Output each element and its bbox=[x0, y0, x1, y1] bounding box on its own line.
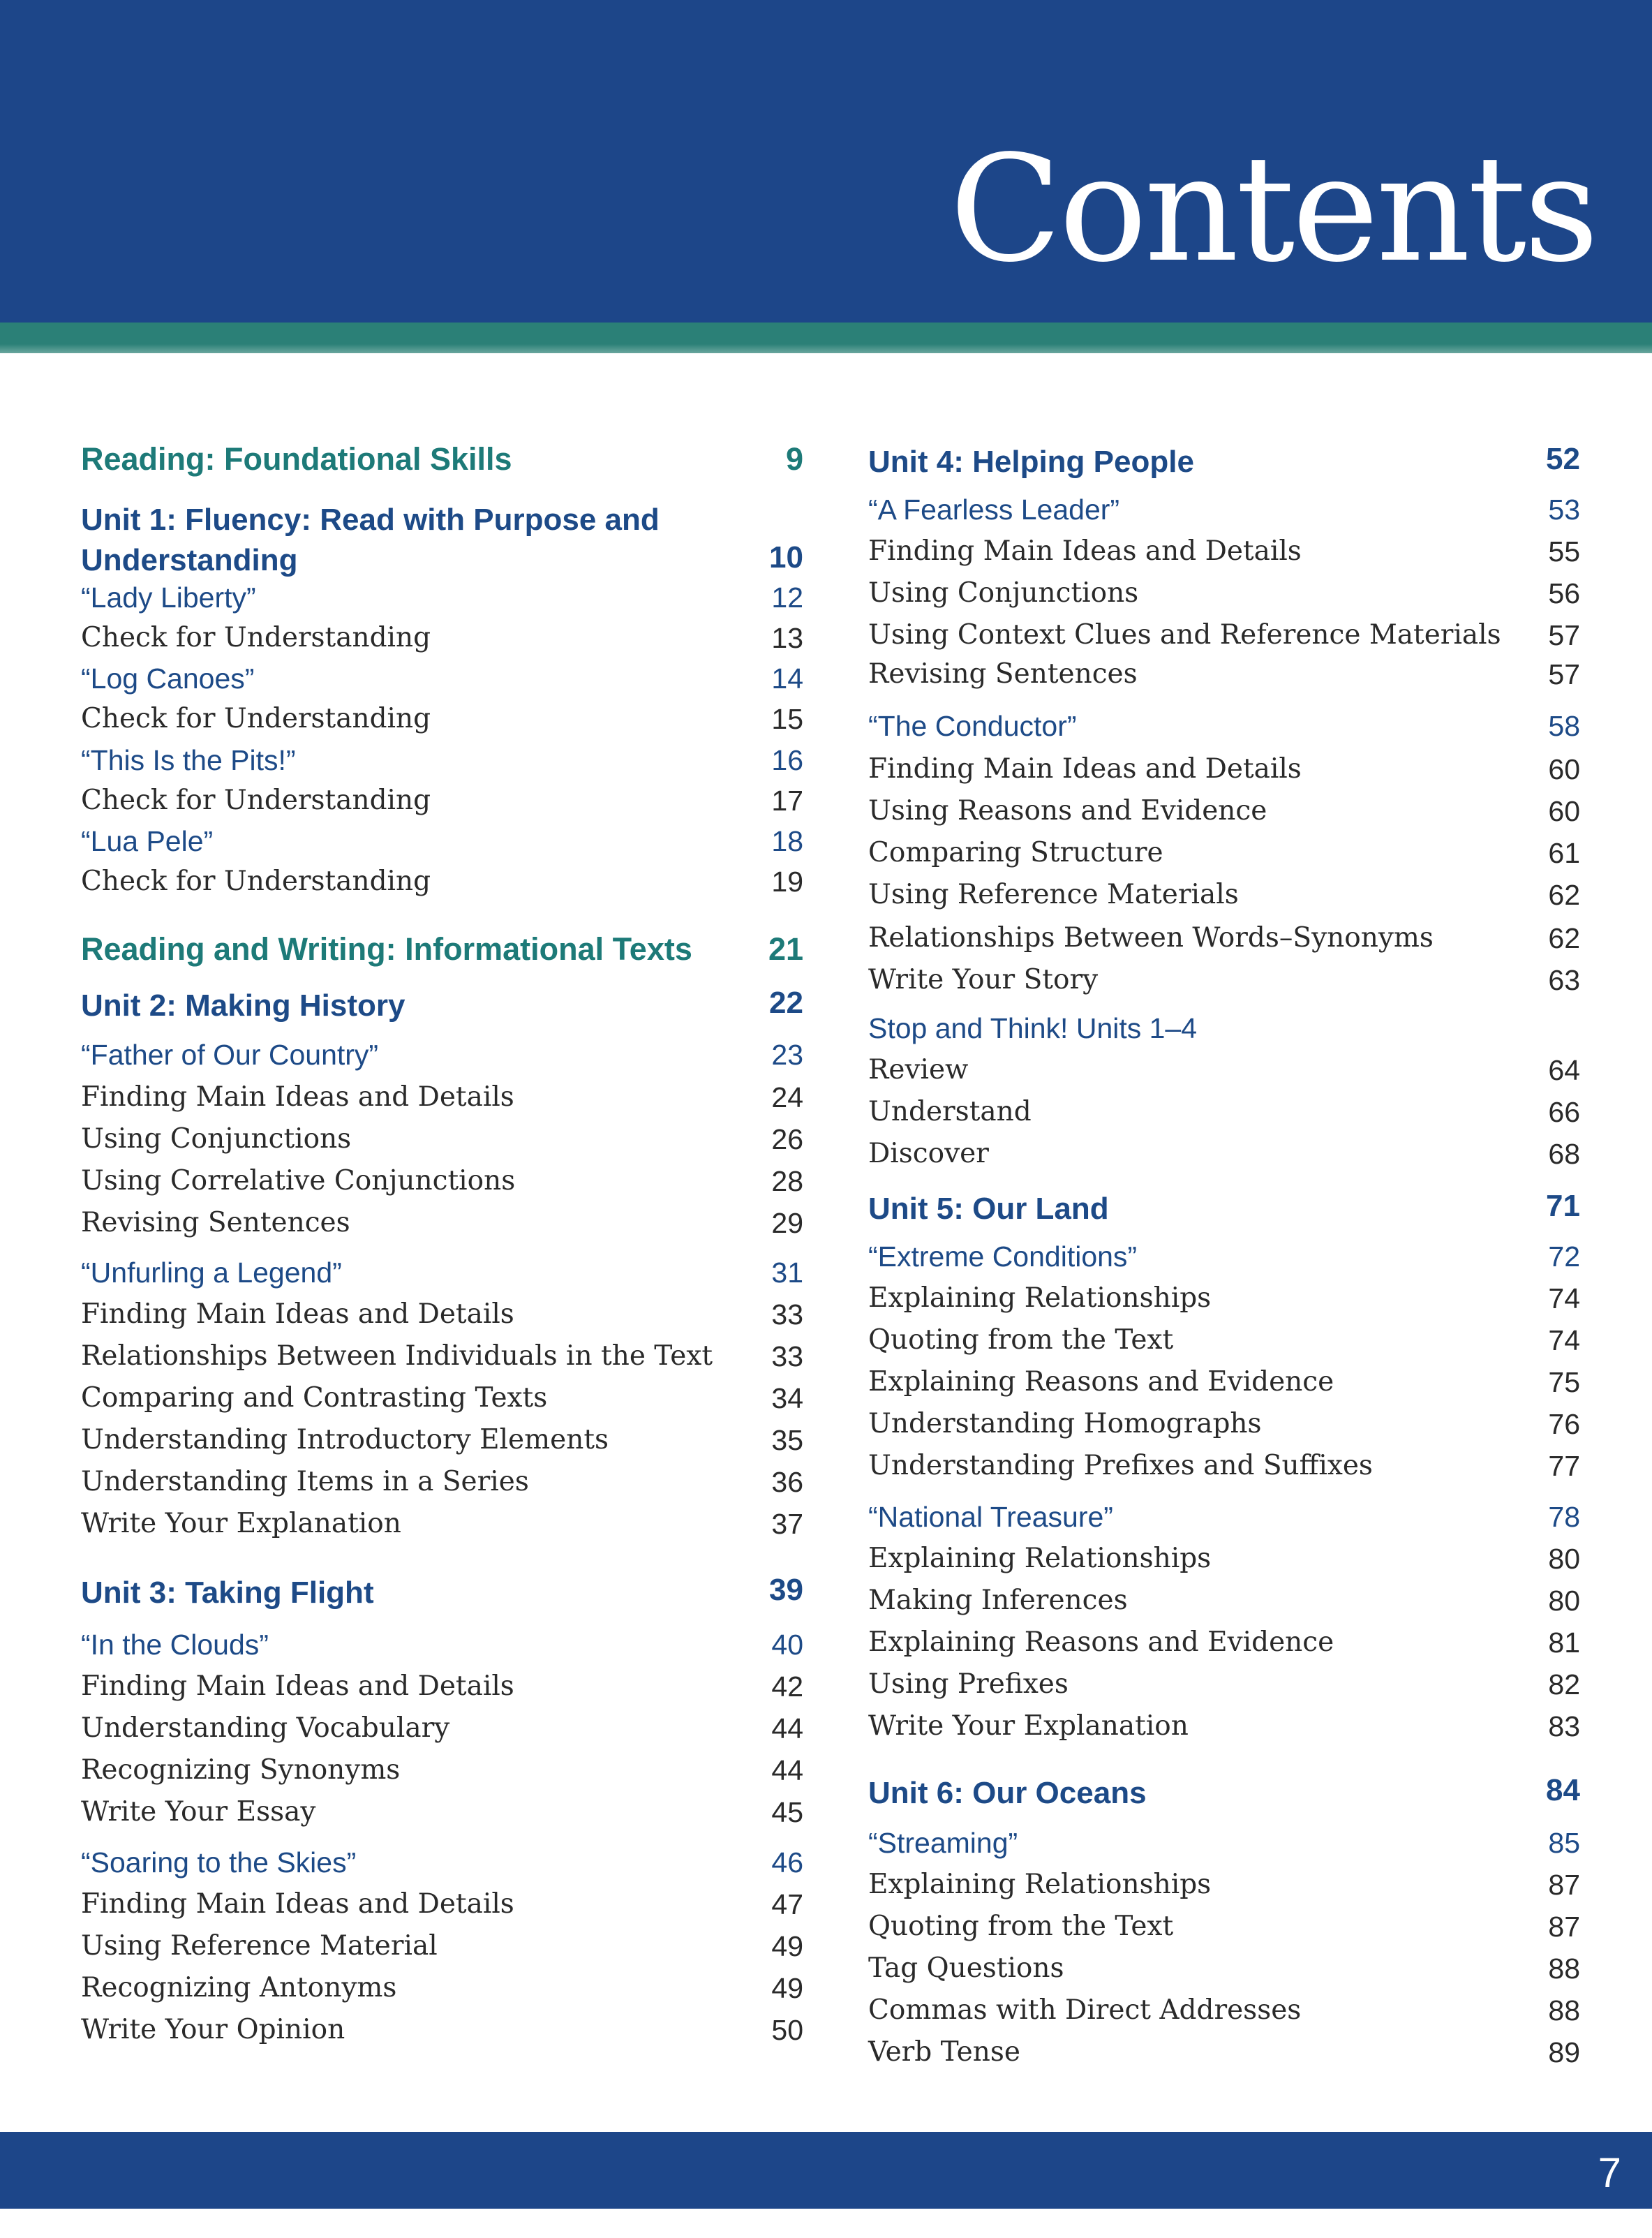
toc-entry-title: Using Prefixes bbox=[868, 1668, 1069, 1700]
toc-entry-title: Understanding Introductory Elements bbox=[81, 1424, 609, 1455]
toc-entry-page: 12 bbox=[771, 581, 803, 614]
toc-entry-page: 60 bbox=[1548, 753, 1580, 785]
toc-entry-page: 72 bbox=[1548, 1240, 1580, 1273]
toc-entry-title: Tag Questions bbox=[868, 1952, 1064, 1984]
toc-entry-page: 14 bbox=[771, 662, 803, 695]
toc-entry-page: 31 bbox=[771, 1257, 803, 1289]
toc-entry-title: Stop and Think! Units 1–4 bbox=[868, 1012, 1198, 1044]
toc-entry-page: 62 bbox=[1548, 879, 1580, 911]
toc-entry-page: 26 bbox=[771, 1123, 803, 1155]
toc-entry-page: 88 bbox=[1548, 1994, 1580, 2026]
toc-entry-page: 74 bbox=[1548, 1282, 1580, 1314]
toc-entry-page: 62 bbox=[1548, 922, 1580, 954]
toc-entry-title: “Father of Our Country” bbox=[81, 1039, 379, 1071]
toc-entry-page: 42 bbox=[771, 1670, 803, 1703]
toc-entry-title: “Log Canoes” bbox=[81, 662, 255, 695]
toc-entry-title: Reading and Writing: Informational Texts bbox=[81, 931, 692, 967]
toc-entry-page: 19 bbox=[771, 866, 803, 898]
toc-entry-page: 81 bbox=[1548, 1626, 1580, 1659]
toc-entry-page: 49 bbox=[771, 1972, 803, 2004]
toc-entry-page: 83 bbox=[1548, 1710, 1580, 1742]
toc-entry-page: 46 bbox=[771, 1846, 803, 1878]
toc-entry-title: “Streaming” bbox=[868, 1827, 1018, 1859]
toc-entry-title: Check for Understanding bbox=[81, 785, 431, 816]
toc-entry-title: Quoting from the Text bbox=[868, 1324, 1174, 1356]
toc-entry-title: Comparing and Contrasting Texts bbox=[81, 1382, 548, 1414]
toc-entry-page: 52 bbox=[1546, 442, 1580, 476]
toc-entry-page: 53 bbox=[1548, 494, 1580, 526]
toc-entry-page: 50 bbox=[771, 2014, 803, 2046]
toc-entry-page: 45 bbox=[771, 1796, 803, 1828]
toc-entry-title: Finding Main Ideas and Details bbox=[868, 753, 1302, 785]
toc-entry-title: Unit 4: Helping People bbox=[868, 445, 1194, 479]
toc-entry-page: 44 bbox=[771, 1712, 803, 1744]
toc-entry-title: Understanding Vocabulary bbox=[81, 1712, 450, 1744]
toc-entry-title: Write Your Explanation bbox=[868, 1710, 1189, 1742]
toc-entry-page: 29 bbox=[771, 1207, 803, 1239]
toc-entry-page: 66 bbox=[1548, 1096, 1580, 1128]
toc-entry-page: 89 bbox=[1548, 2036, 1580, 2068]
toc-entry-title: Write Your Explanation bbox=[81, 1508, 401, 1539]
toc-entry-page: 33 bbox=[771, 1340, 803, 1372]
toc-entry-title: “Lady Liberty” bbox=[81, 581, 256, 614]
toc-entry-title: Making Inferences bbox=[868, 1585, 1128, 1616]
toc-entry-page: 60 bbox=[1548, 795, 1580, 827]
toc-entry-title: Check for Understanding bbox=[81, 703, 431, 734]
toc-entry-page: 49 bbox=[771, 1930, 803, 1962]
toc-entry-title: Unit 2: Making History bbox=[81, 988, 405, 1023]
toc-entry-page: 36 bbox=[771, 1466, 803, 1498]
toc-entry-page: 84 bbox=[1546, 1773, 1580, 1807]
toc-entry-title: Relationships Between Individuals in the Text bbox=[81, 1340, 713, 1372]
toc-entry-title: Using Reference Material bbox=[81, 1930, 438, 1962]
toc-entry-page: 28 bbox=[771, 1165, 803, 1197]
toc-entry-page: 22 bbox=[769, 986, 803, 1020]
toc-entry-page: 10 bbox=[769, 540, 803, 575]
toc-entry-title: Finding Main Ideas and Details bbox=[81, 1670, 514, 1702]
toc-entry-page: 17 bbox=[771, 785, 803, 817]
toc-entry-title: Write Your Opinion bbox=[81, 2014, 345, 2045]
toc-entry-title: “This Is the Pits!” bbox=[81, 744, 296, 776]
toc-entry-page: 82 bbox=[1548, 1668, 1580, 1700]
toc-entry-title: Quoting from the Text bbox=[868, 1911, 1174, 1942]
toc-entry-title: Check for Understanding bbox=[81, 866, 431, 897]
toc-entry-page: 71 bbox=[1546, 1189, 1580, 1223]
toc-entry-page: 13 bbox=[771, 622, 803, 654]
toc-entry-page: 34 bbox=[771, 1382, 803, 1414]
page-number: 7 bbox=[1598, 2149, 1621, 2196]
toc-entry-title: Finding Main Ideas and Details bbox=[868, 535, 1302, 567]
toc-entry-page: 80 bbox=[1548, 1585, 1580, 1617]
toc-entry-page: 64 bbox=[1548, 1054, 1580, 1086]
toc-entry-page: 57 bbox=[1548, 658, 1580, 690]
toc-entry-page: 15 bbox=[771, 703, 803, 735]
toc-entry-page: 37 bbox=[771, 1508, 803, 1540]
toc-entry-page: 85 bbox=[1548, 1827, 1580, 1859]
toc-entry-title: Explaining Relationships bbox=[868, 1282, 1212, 1314]
toc-entry-page: 47 bbox=[771, 1888, 803, 1920]
toc-entry-title: Understanding Homographs bbox=[868, 1408, 1262, 1439]
toc-entry-page: 56 bbox=[1548, 577, 1580, 609]
toc-entry-title: Explaining Relationships bbox=[868, 1543, 1212, 1574]
toc-entry-title: Check for Understanding bbox=[81, 622, 431, 653]
toc-entry-title: Understanding Items in a Series bbox=[81, 1466, 529, 1497]
toc-entry-page: 57 bbox=[1548, 619, 1580, 651]
toc-entry-page: 80 bbox=[1548, 1543, 1580, 1575]
toc-entry-title: “Unfurling a Legend” bbox=[81, 1257, 342, 1289]
toc-entry-title: Understanding Prefixes and Suffixes bbox=[868, 1450, 1373, 1481]
toc-entry-title: Revising Sentences bbox=[81, 1207, 350, 1238]
toc-entry-title: Commas with Direct Addresses bbox=[868, 1994, 1302, 2026]
toc-entry-title: Using Context Clues and Reference Materials bbox=[868, 619, 1501, 651]
toc-entry-title: Verb Tense bbox=[868, 2036, 1020, 2068]
toc-entry-page: 33 bbox=[771, 1298, 803, 1331]
toc-entry-page: 44 bbox=[771, 1754, 803, 1786]
toc-entry-title: Explaining Reasons and Evidence bbox=[868, 1626, 1334, 1658]
toc-entry-title: Unit 3: Taking Flight bbox=[81, 1576, 374, 1610]
toc-entry-title: Explaining Relationships bbox=[868, 1869, 1212, 1900]
toc-entry-title: Using Correlative Conjunctions bbox=[81, 1165, 516, 1196]
footer-band bbox=[0, 2132, 1652, 2209]
toc-entry-page: 68 bbox=[1548, 1138, 1580, 1170]
toc-entry-page: 40 bbox=[771, 1629, 803, 1661]
toc-entry-title: Relationships Between Words–Synonyms bbox=[868, 922, 1434, 954]
toc-entry-page: 35 bbox=[771, 1424, 803, 1456]
toc-entry-page: 74 bbox=[1548, 1324, 1580, 1356]
toc-entry-title: Recognizing Synonyms bbox=[81, 1754, 401, 1786]
toc-entry-title: Finding Main Ideas and Details bbox=[81, 1298, 514, 1330]
toc-entry-title: “A Fearless Leader” bbox=[868, 494, 1120, 526]
toc-entry-title: Revising Sentences bbox=[868, 658, 1138, 690]
toc-entry-page: 76 bbox=[1548, 1408, 1580, 1440]
toc-entry-title: Comparing Structure bbox=[868, 837, 1163, 868]
toc-entry-page: 87 bbox=[1548, 1911, 1580, 1943]
toc-entry-title: Using Conjunctions bbox=[81, 1123, 352, 1155]
toc-entry-page: 58 bbox=[1548, 710, 1580, 742]
toc-entry-page: 78 bbox=[1548, 1501, 1580, 1533]
toc-entry-title: Write Your Story bbox=[868, 964, 1099, 995]
toc-entry-title: “Lua Pele” bbox=[81, 825, 214, 857]
toc-entry-title: Reading: Foundational Skills bbox=[81, 441, 512, 477]
toc-entry-title: “In the Clouds” bbox=[81, 1629, 269, 1661]
toc-entry-page: 61 bbox=[1548, 837, 1580, 869]
toc-entry-page: 39 bbox=[769, 1573, 803, 1607]
toc-entry-title: “The Conductor” bbox=[868, 710, 1077, 742]
toc-entry-page: 21 bbox=[768, 931, 803, 967]
toc-entry-page: 9 bbox=[785, 441, 803, 477]
toc-entry-title: Using Conjunctions bbox=[868, 577, 1139, 609]
toc-entry-page: 88 bbox=[1548, 1952, 1580, 1985]
toc-entry-title: Using Reference Materials bbox=[868, 879, 1239, 910]
toc-entry-title: Discover bbox=[868, 1138, 989, 1169]
toc-entry-title: Explaining Reasons and Evidence bbox=[868, 1366, 1334, 1398]
toc-entry-title: Review bbox=[868, 1054, 969, 1085]
toc-entry-title: Unit 6: Our Oceans bbox=[868, 1776, 1147, 1810]
toc-entry-title: “Extreme Conditions” bbox=[868, 1240, 1138, 1273]
toc-entry-page: 75 bbox=[1548, 1366, 1580, 1398]
toc-entry-title: Using Reasons and Evidence bbox=[868, 795, 1267, 827]
toc-entry-page: 16 bbox=[771, 744, 803, 776]
toc-entry-page: 24 bbox=[771, 1081, 803, 1113]
toc-entry-page: 23 bbox=[771, 1039, 803, 1071]
toc-entry-title: Finding Main Ideas and Details bbox=[81, 1081, 514, 1113]
toc-entry-title: Recognizing Antonyms bbox=[81, 1972, 397, 2003]
toc-entry-page: 55 bbox=[1548, 535, 1580, 568]
toc-entry-page: 87 bbox=[1548, 1869, 1580, 1901]
toc-entry-title: Finding Main Ideas and Details bbox=[81, 1888, 514, 1920]
toc-entry-page: 63 bbox=[1548, 964, 1580, 996]
toc-entry-title: Understand bbox=[868, 1096, 1032, 1127]
toc-entry-page: 77 bbox=[1548, 1450, 1580, 1482]
toc-entry-title: “National Treasure” bbox=[868, 1501, 1113, 1533]
toc-entry-title: Unit 5: Our Land bbox=[868, 1192, 1109, 1226]
toc-entry-title: “Soaring to the Skies” bbox=[81, 1846, 357, 1878]
toc-entry-title: Unit 1: Fluency: Read with Purpose and Understanding bbox=[81, 503, 660, 577]
toc-entry-page: 18 bbox=[771, 825, 803, 857]
toc-entry-title: Write Your Essay bbox=[81, 1796, 316, 1828]
page-title: Contents bbox=[949, 124, 1596, 295]
